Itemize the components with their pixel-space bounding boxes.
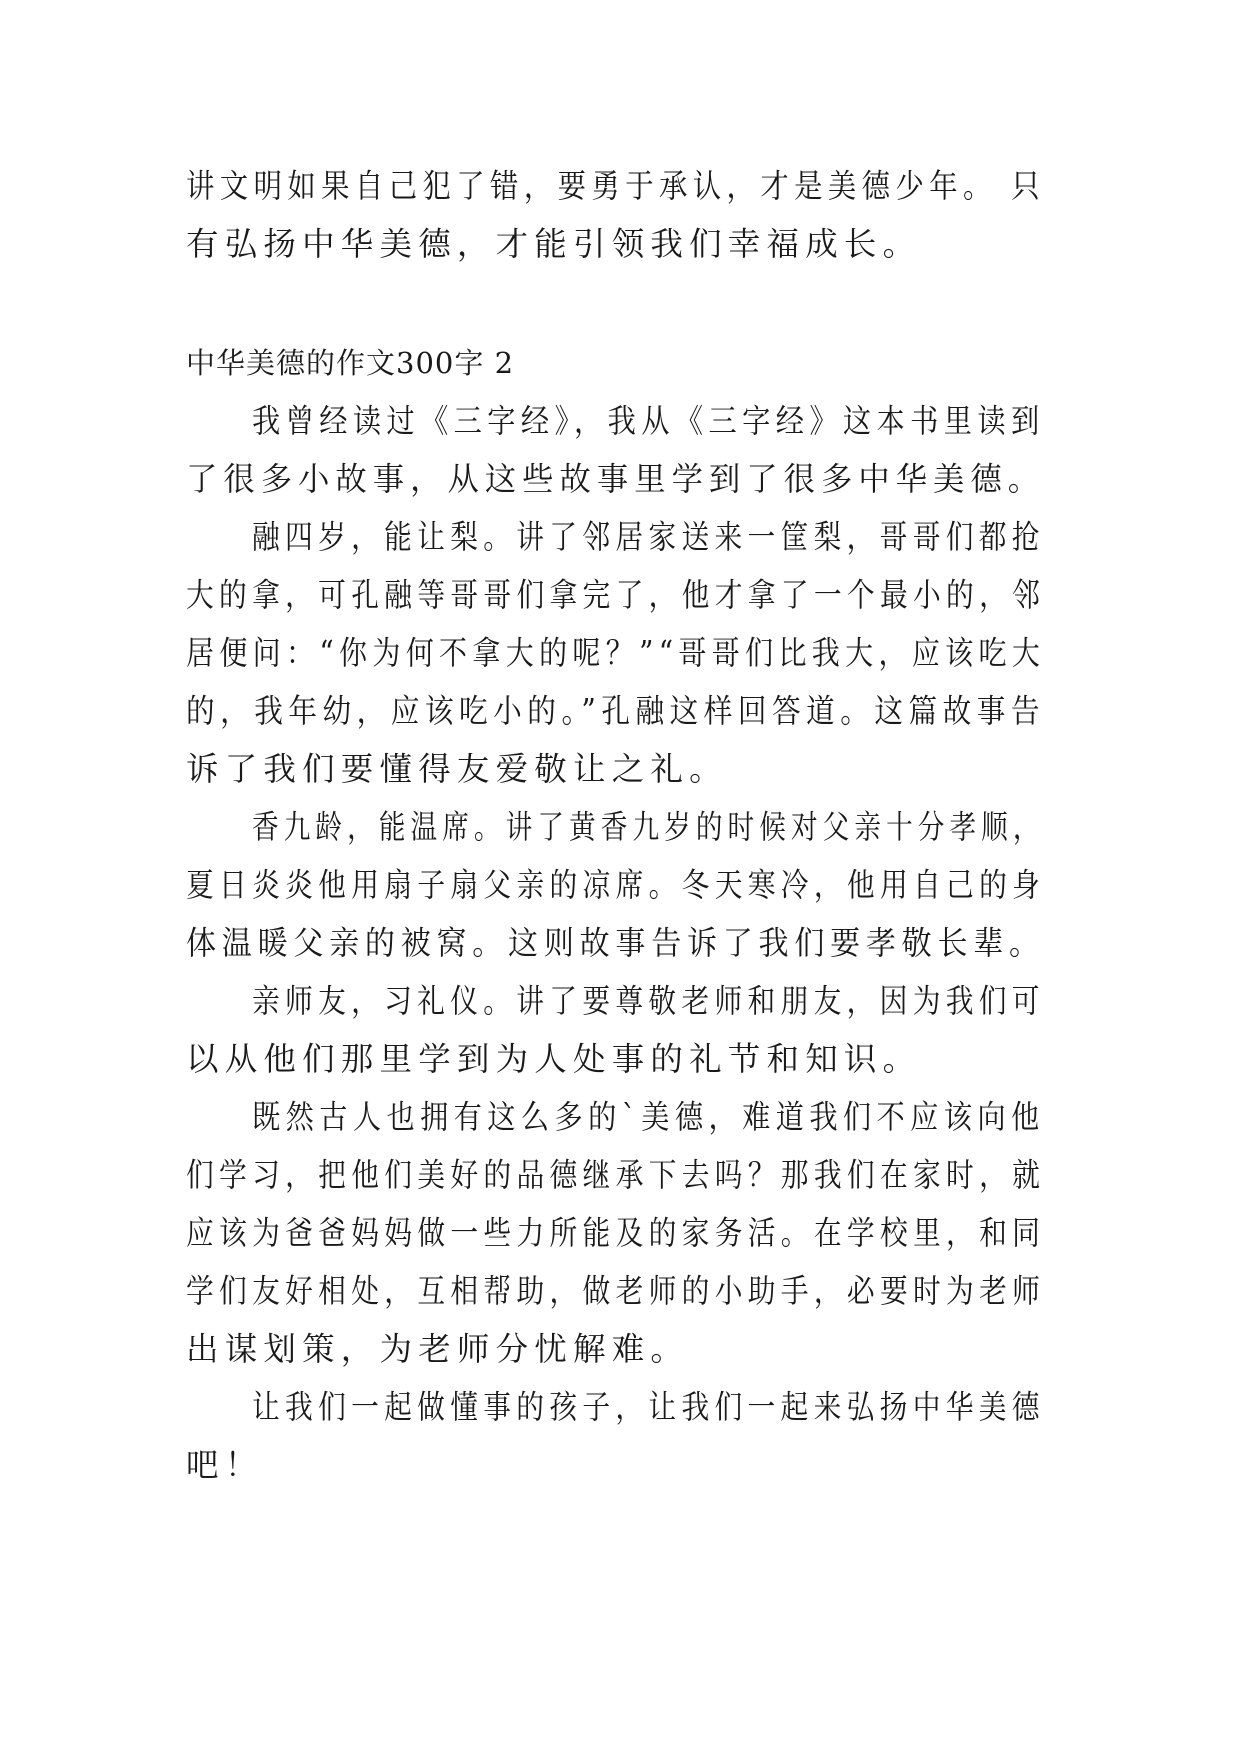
intro-line-1: 讲文明如果自己犯了错，要勇于承认，才是美德少年。 只: [186, 167, 1046, 205]
body-line: 既然古人也拥有这么多的`美德，难道我们不应该向他: [252, 1098, 1045, 1136]
body-line: 的，我年幼，应该吃小的。”孔融这样回答道。这篇故事告: [186, 692, 1046, 730]
body-line: 学们友好相处，互相帮助，做老师的小助手，必要时为老师: [186, 1272, 1046, 1310]
body-line: 大的拿，可孔融等哥哥们拿完了，他才拿了一个最小的，邻: [186, 576, 1046, 614]
body-line: 让我们一起做懂事的孩子，让我们一起来弘扬中华美德: [252, 1388, 1045, 1426]
intro-line-2: 有弘扬中华美德，才能引领我们幸福成长。: [186, 225, 922, 263]
body-line: 吧！: [186, 1446, 264, 1484]
body-line: 我曾经读过《三字经》，我从《三字经》这本书里读到: [252, 402, 1045, 440]
body-line: 诉了我们要懂得友爱敬让之礼。: [186, 750, 728, 788]
body-line: 融四岁，能让梨。讲了邻居家送来一筐梨，哥哥们都抢: [252, 518, 1045, 556]
body-line: 体温暖父亲的被窝。这则故事告诉了我们要孝敬长辈。: [186, 924, 1045, 962]
body-line: 应该为爸爸妈妈做一些力所能及的家务活。在学校里，和同: [186, 1214, 1046, 1252]
body-line: 居便问：“你为何不拿大的呢？”“哥哥们比我大，应该吃大: [186, 634, 1046, 672]
body-line: 香九龄，能温席。讲了黄香九岁的时候对父亲十分孝顺，: [252, 808, 1045, 846]
body-line: 出谋划策，为老师分忧解难。: [186, 1330, 690, 1368]
body-line: 们学习，把他们美好的品德继承下去吗？那我们在家时，就: [186, 1156, 1046, 1194]
body-line: 亲师友，习礼仪。讲了要尊敬老师和朋友，因为我们可: [252, 982, 1045, 1020]
body-line: 以从他们那里学到为人处事的礼节和知识。: [186, 1040, 922, 1078]
section-title: 中华美德的作文300字 2: [186, 346, 515, 380]
body-line: 了很多小故事，从这些故事里学到了很多中华美德。: [186, 460, 1046, 498]
body-line: 夏日炎炎他用扇子扇父亲的凉席。冬天寒冷，他用自己的身: [186, 866, 1046, 904]
